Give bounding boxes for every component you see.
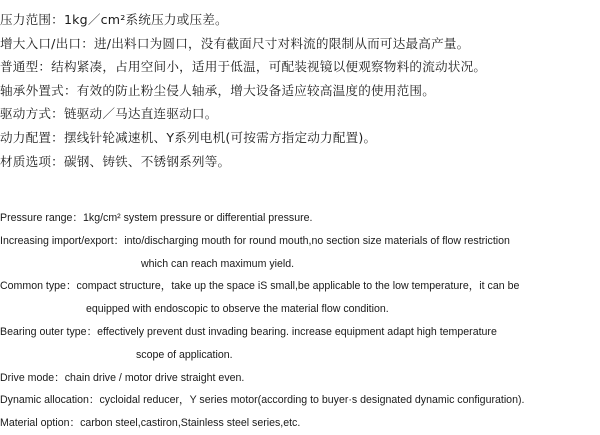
spec-line-import-export-en-cont: which can reach maximum yield. bbox=[141, 257, 295, 270]
chinese-spec-list bbox=[0, 8, 600, 173]
spec-line-common-type-en-cont: equipped with endoscopic to observe the material flow condition. bbox=[86, 303, 389, 316]
spec-line-common-type-en: Common type：compact structure，take up the space iS small,be applicable to the low temperature，it can be bbox=[0, 280, 520, 293]
spec-line-import-export-en: Increasing import/export：into/discharging mouth for round mouth,no section size materials of flow restriction bbox=[0, 234, 510, 247]
english-spec-list bbox=[0, 207, 600, 435]
spec-line-material-option-zh: 材质选项：碳钢、铸铁、不锈钢系列等。 bbox=[0, 153, 231, 169]
spec-line-bearing-outer-zh: 轴承外置式：有效的防止粉尘侵人轴承，增大设备适应较高温度的使用范围。 bbox=[0, 82, 435, 98]
spec-line-drive-mode-en: Drive mode：chain drive / motor drive straight even. bbox=[0, 371, 245, 384]
spec-line-bearing-outer-en: Bearing outer type：effectively prevent dust invading bearing. increase equipment adapt high temperature bbox=[0, 325, 497, 338]
spec-line-import-export-zh: 增大入口/出口：进/出料口为圆口，没有截面尺寸对料流的限制从而可达最高产量。 bbox=[0, 35, 470, 51]
spec-line-material-option-en: Material option：carbon steel,castiron,Stainless steel series,etc. bbox=[0, 417, 301, 430]
spec-line-bearing-outer-en-cont: scope of application. bbox=[136, 348, 233, 361]
spec-line-pressure-range-zh: 压力范围：1kg／cm²系统压力或压差。 bbox=[0, 12, 228, 27]
spec-line-drive-mode-zh: 驱动方式：链驱动／马达直连驱动口。 bbox=[0, 106, 218, 122]
spec-line-dynamic-allocation-zh: 动力配置：摆线针轮减速机、Y系列电机(可按需方指定动力配置)。 bbox=[0, 129, 377, 145]
spec-line-dynamic-allocation-en: Dynamic allocation：cycloidal reducer，Y series motor(according to buyer·s designated dynamic configuration). bbox=[0, 394, 525, 407]
spec-line-pressure-range-en: Pressure range：1kg/cm² system pressure or differential pressure. bbox=[0, 212, 313, 224]
spec-line-common-type-zh: 普通型：结构紧凑，占用空间小，适用于低温，可配装视镜以便观察物料的流动状况。 bbox=[0, 59, 487, 75]
